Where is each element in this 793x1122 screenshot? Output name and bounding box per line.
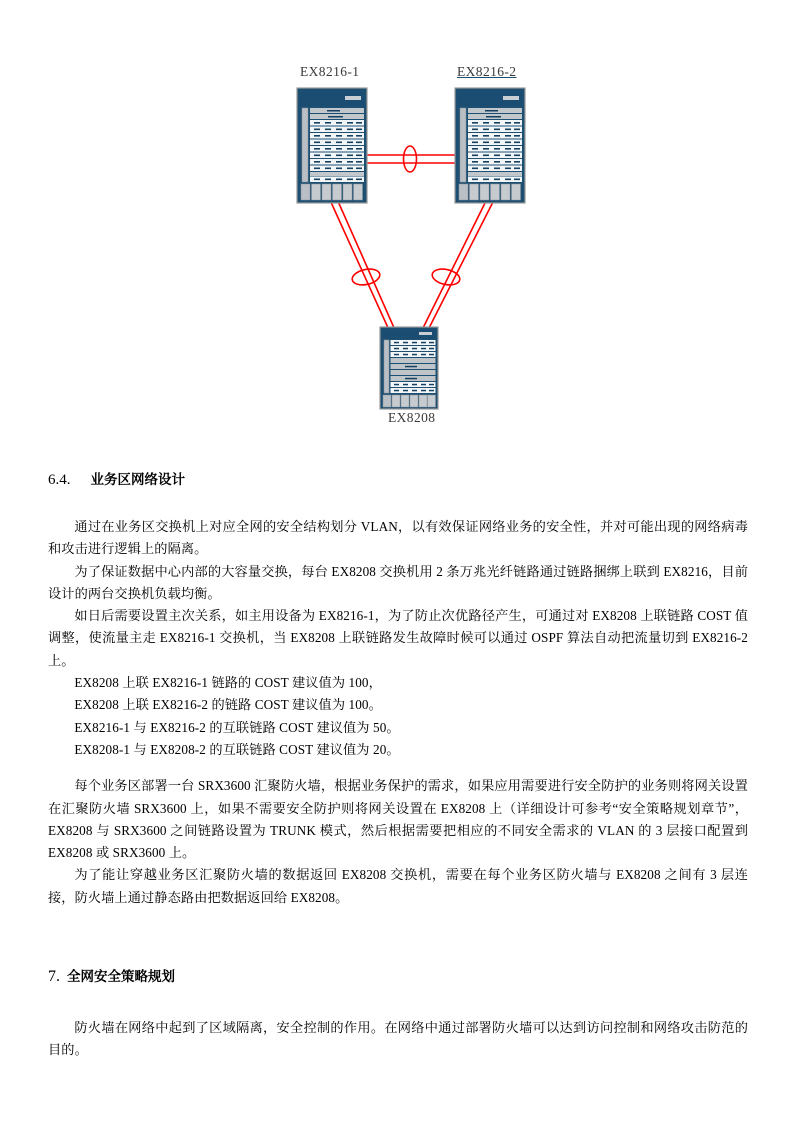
paragraph: 如日后需要设置主次关系，如主用设备为 EX8216-1，为了防止次优路径产生，可通过对 EX8208 上联链路 COST 值调整，使流量主走 EX8216-1 交换机，当 EX8208 上联链路发生故障时候可以通过 OSPF 算法自动把流量切到 EX8216-2 上。 [48,608,748,668]
link-bundle-marker-horizontal [404,146,417,172]
device-ex8216-2 [455,88,525,203]
network-topology-diagram [0,0,793,450]
paragraph: 为了能让穿越业务区汇聚防火墙的数据返回 EX8208 交换机，需要在每个业务区防火墙与 EX8208 之间有 3 层连接，防火墙上通过静态路由把数据返回给 EX8208。 [48,867,748,905]
cost-line: EX8208 上联 EX8216-1 链路的 COST 建议值为 100， [74,675,382,691]
link-bundle-marker-right [431,267,462,287]
section-number-7: 7. [48,968,60,986]
link-bundle-marker-left [351,267,382,287]
link-ex8216-1-to-ex8216-2 [365,155,459,163]
link-ex8216-2-to-ex8208 [422,199,494,330]
topology-svg [0,0,793,450]
section-title-6-4: 业务区网络设计 [90,472,185,487]
cost-line: EX8208-1 与 EX8208-2 的互联链路 COST 建议值为 20。 [74,741,400,757]
document-body [48,470,748,1062]
paragraph: 每个业务区部署一台 SRX3600 汇聚防火墙，根据业务保护的需求，如果应用需要进行安全防护的业务则将网关设置在汇聚防火墙 SRX3600 上，如果不需要安全防护则将网关设置在 EX8208 上（详细设计可参考“安全策略规划章节”， EX8208 与 SRX3600 之间链路设置为 TRUNK 模式，然后根据需要把相应的不同安全需求的 VLAN 的 3 层接口配置到 EX8208 或 SRX3600 上。 [48,778,748,861]
device-label-ex8216-2: EX8216-2 [457,64,517,79]
cost-line: EX8208 上联 EX8216-2 的链路 COST 建议值为 100。 [74,697,382,713]
cost-line: EX8216-1 与 EX8216-2 的互联链路 COST 建议值为 50。 [74,719,400,735]
paragraph: 防火墙在网络中起到了区域隔离，安全控制的作用。在网络中通过部署防火墙可以达到访问控制和网络攻击防范的目的。 [48,1020,748,1058]
device-label-ex8216-1: EX8216-1 [300,64,360,79]
section-title-7: 全网安全策略规划 [67,969,175,985]
device-ex8216-1 [297,88,367,203]
paragraph: 为了保证数据中心内部的大容量交换，每台 EX8208 交换机用 2 条万兆光纤链路通过链路捆绑上联到 EX8216，目前设计的两台交换机负载均衡。 [48,563,748,601]
section-heading-7 [48,967,748,987]
section-heading-6-4 [48,470,748,490]
device-label-ex8208: EX8208 [388,410,436,425]
link-ex8216-1-to-ex8208 [330,199,395,330]
paragraph: 通过在业务区交换机上对应全网的安全结构划分 VLAN，以有效保证网络业务的安全性，并对可能出现的网络病毒和攻击进行逻辑上的隔离。 [48,519,748,557]
section-number-6-4: 6.4. [48,472,71,488]
device-ex8208 [380,327,438,409]
